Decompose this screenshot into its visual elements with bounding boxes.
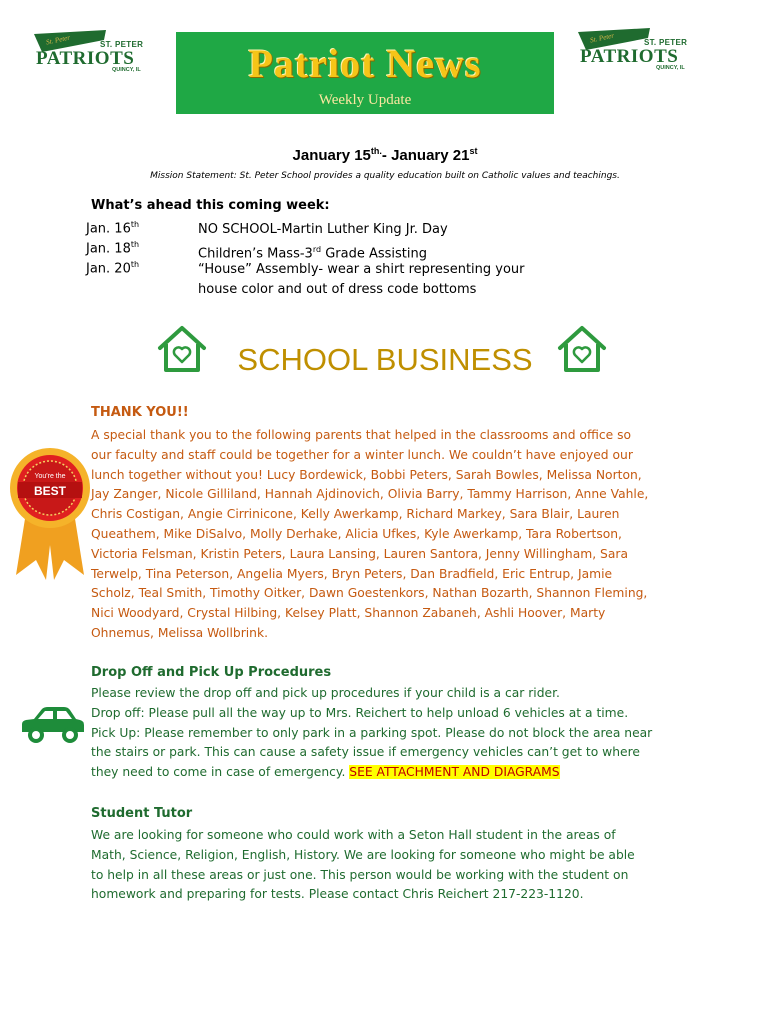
event-date: Jan. 20th [86,260,140,277]
paragraph-line: Pick Up: Please remember to only park in a parking spot. Please do not block the area near [91,725,653,740]
paragraph-line: Nici Woodyard, Crystal Hilbing, Kelsey Platt, Shannon Zabaneh, Ashli Hoover, Marty [91,606,606,621]
newsletter-subtitle: Weekly Update [318,92,412,108]
paragraph-line: Queathem, Mike DiSalvo, Molly Derhake, Alicia Ufkes, Kyle Awerkamp, Tara Robertson, [91,526,622,541]
paragraph-line: to help in all these areas or just one. This person would be working with the student on [91,867,629,882]
paragraph-line: Ohnemus, Melissa Wollbrink. [91,625,268,640]
paragraph-line: A special thank you to the following parents that helped in the classrooms and office so [91,428,631,442]
paragraph-line: Please review the drop off and pick up procedures if your child is a car rider. [91,686,560,700]
paragraph-line: our faculty and staff could be together for a winter lunch. We couldn’t have enjoyed our [91,447,633,462]
event-date: Jan. 16th [86,220,140,237]
paragraph-line: Chris Costigan, Angie Cirrinicone, Kelly Awerkamp, Richard Markey, Sara Blair, Lauren [91,507,620,522]
paragraph-line: Victoria Felsman, Kristin Peters, Laura Lansing, Lauren Santora, Jenny Willingham, Sara [91,546,628,561]
event-text: NO SCHOOL-Martin Luther King Jr. Day [198,222,448,237]
paragraph-line: lunch together without you! Lucy Bordewick, Bobbi Peters, Sarah Bowles, Melissa Norton, [91,467,642,482]
logo-name-text: PATRIOTS [36,48,135,69]
paragraph-line: they need to come in case of emergency. SEE ATTACHMENT AND DIAGRAMS [91,765,560,780]
dropoff-heading: Drop Off and Pick Up Procedures [91,665,332,680]
tutor-heading: Student Tutor [91,806,193,821]
newsletter-title: Patriot News [248,41,482,86]
school-logo-right [578,28,698,78]
mission-statement: Mission Statement: St. Peter School provides a quality education built on Catholic values and teachings. [150,171,620,181]
dropoff-paragraph [91,684,681,783]
paragraph-line: Scholz, Teal Smith, Timothy Oitker, Dawn Goestenkors, Nathan Bozarth, Shannon Fleming, [91,586,648,601]
newsletter-banner [176,32,554,114]
logo-city-text: QUINCY, IL [656,65,685,71]
paragraph-line: Math, Science, Religion, English, History. We are looking for someone who might be able [91,847,635,862]
paragraph-line: Jay Zanger, Nicole Gilliland, Hannah Ajdinovich, Olivia Barry, Tammy Harrison, Anne Vahle, [91,487,649,502]
school-logo-left [34,30,154,80]
logo-school-text: ST. PETER [100,40,144,49]
logo-school-text: ST. PETER [644,38,688,47]
car-icon [18,704,86,746]
badge-line2: BEST [33,484,67,498]
thanks-paragraph [91,426,681,644]
paragraph-line: Terwelp, Tina Peterson, Angelia Myers, Bryn Peters, Dan Bradfield, Eric Entrup, Jamie [91,566,613,581]
best-ribbon-icon [6,440,94,590]
section-title: SCHOOL BUSINESS [237,342,533,377]
week-ahead-heading: What’s ahead this coming week: [91,198,330,213]
logo-city-text: QUINCY, IL [112,67,141,73]
paragraph-line: homework and preparing for tests. Please contact Chris Reichert 217-223-1120. [91,887,584,902]
logo-pennant-text: St. Peter [589,31,615,45]
paragraph-line: We are looking for someone who could work with a Seton Hall student in the areas of [91,828,616,842]
date-range: January $15^{th.}-$ January 21st [292,146,478,164]
badge-line1: You're the [34,473,66,480]
tutor-paragraph [91,826,681,905]
logo-pennant-text: St. Peter [45,33,71,47]
attachment-highlight: SEE ATTACHMENT AND DIAGRAMS [349,765,560,780]
paragraph-line: the stairs or park. This can cause a safety issue if emergency vehicles can’t get to where [91,745,640,760]
paragraph-line: Drop off: Please pull all the way up to Mrs. Reichert to help unload 6 vehicles at a time. [91,705,629,720]
event-text: Children’s Mass-3rd Grade Assisting [198,245,427,262]
thanks-heading: THANK YOU!! [91,405,189,420]
event-date: Jan. 18th [86,240,140,257]
logo-name-text: PATRIOTS [580,46,679,67]
event-text: “House” Assembly- wear a shirt representing your house color and out of dress code bottoms [198,262,525,297]
